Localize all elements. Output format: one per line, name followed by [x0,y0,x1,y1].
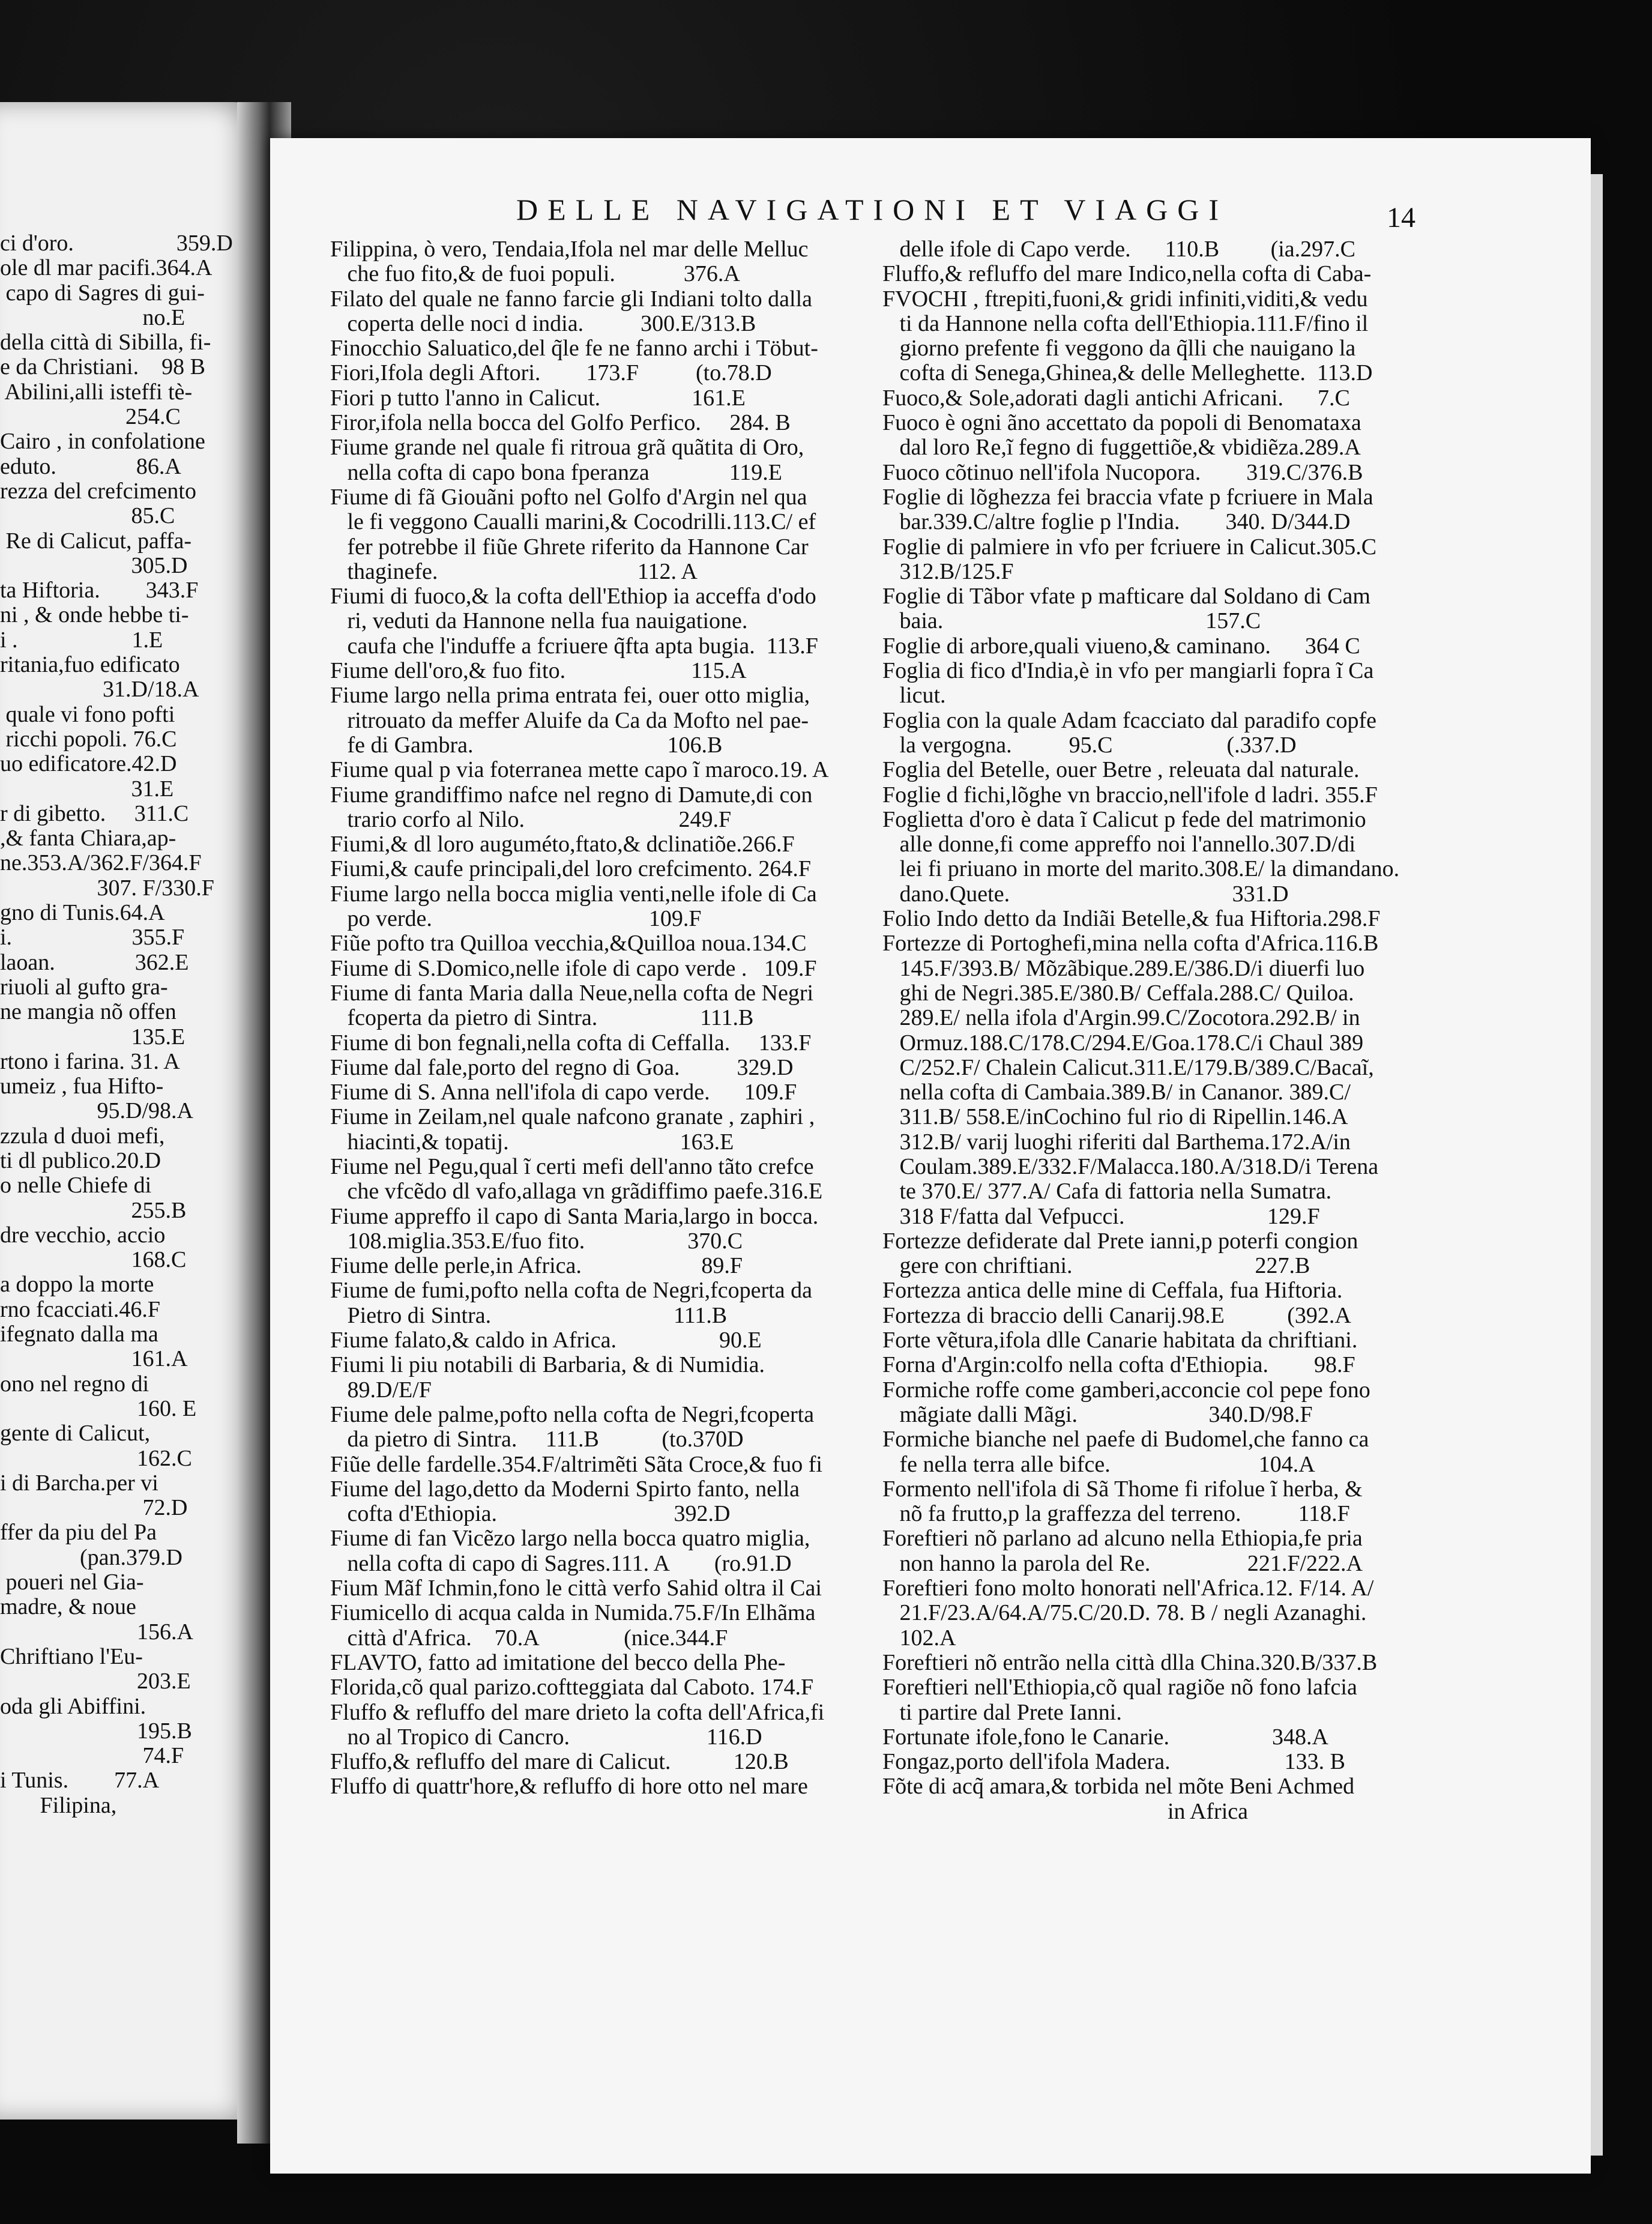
index-entry-line: 318 F/fatta dal Vefpucci. 129.F [882,1204,1320,1229]
page-number: 14 [1387,202,1415,234]
index-entry-line: le fi veggono Caualli marini,& Cocodrilli.113.C/ ef [330,510,816,535]
index-entry-line: Fiume in Zeilam,nel quale nafcono granate , zaphiri , [330,1105,815,1130]
index-entry-line: Fluffo & refluffo del mare drieto la cofta dell'Africa,fi [330,1700,825,1725]
left-page-line: i. 355.F [0,925,185,950]
index-entry-line: Fongaz,porto dell'ifola Madera. 133. B [882,1750,1345,1775]
index-entry-line: che fuo fito,& de fuoi populi. 376.A [330,262,740,287]
index-entry-line: baia. 157.C [882,609,1261,634]
index-entry-line: 21.F/23.A/64.A/75.C/20.D. 78. B / negli Azanaghi. [882,1601,1367,1626]
index-entry-line: Foglia di fico d'India,è in vfo per mangiarli fopra ĩ Ca [882,659,1374,684]
left-page-line: 95.D/98.A [0,1099,193,1124]
index-entry-line: Foreftieri nõ parlano ad alcuno nella Ethiopia,fe pria [882,1526,1363,1552]
left-page-line: gno di Tunis.64.A [0,901,165,926]
index-entry-line: in Africa [882,1799,1249,1824]
index-entry-line: ghi de Negri.385.E/380.B/ Ceffala.288.C/ Quiloa. [882,981,1354,1006]
left-page-line: ta Hiftoria. 343.F [0,578,199,603]
index-entry-line: Fium Mãf Ichmin,fono le città verfo Sahid oltra il Cai [330,1576,822,1601]
index-entry-line: Filippina, ò vero, Tendaia,Ifola nel mar delle Melluc [330,237,809,262]
index-entry-line: 312.B/ varij luoghi riferiti dal Barthema.172.A/in [882,1129,1351,1155]
left-page-line: capo di Sagres di gui- [0,280,205,306]
index-entry-line: Fluffo di quattr'hore,& refluffo di hore otto nel mare [330,1774,808,1799]
index-entry-line: po verde. 109.F [330,907,702,932]
index-entry-line: Fiũe delle fardelle.354.F/altrimẽti Sãta Croce,& fuo fi [330,1452,822,1477]
left-page-line: 307. F/330.F [0,875,214,901]
index-entry-line: Fiume di fanta Maria dalla Neue,nella cofta de Negri [330,981,814,1006]
left-page-line: quale vi fono pofti [0,702,175,727]
index-entry-line: dal loro Re,ĩ fegno di fuggettiõe,& vbidiẽza.289.A [882,435,1361,461]
index-entry-line: Fõte di acq̃ amara,& torbida nel mõte Beni Achmed [882,1774,1355,1799]
index-entry-line: bar.339.C/altre foglie p l'India. 340. D/344.D [882,510,1351,535]
left-page-line: rno fcacciati.46.F [0,1297,160,1322]
left-page-line: ole dl mar pacifi.364.A [0,256,213,281]
index-entry-line: che vfcẽdo dl vafo,allaga vn grãdiffimo paefe.316.E [330,1179,823,1204]
left-page-line: uo edificatore.42.D [0,752,177,777]
index-entry-line: Fiume di S.Domico,nelle ifole di capo verde . 109.F [330,956,817,981]
left-page-line: ritania,fuo edificato [0,653,180,678]
index-entry-line: Forte vẽtura,ifola dlle Canarie habitata da chriftiani. [882,1328,1358,1353]
index-entry-line: Fiumi li piu notabili di Barbaria, & di Numidia. [330,1353,765,1378]
index-entry-line: Fortezza antica delle mine di Ceffala, fua Hiftoria. [882,1278,1343,1304]
index-entry-line: Fortezze di Portoghefi,mina nella cofta d'Africa.116.B [882,931,1379,956]
index-entry-line: non hanno la parola del Re. 221.F/222.A [882,1551,1363,1576]
index-entry-line: fcoperta da pietro di Sintra. 111.B [330,1006,754,1031]
left-page-line: Re di Calicut, paffa- [0,528,192,554]
index-entry-line: Foglie d fichi,lõghe vn braccio,nell'ifole d ladri. 355.F [882,782,1378,808]
left-page-line: poueri nel Gia- [0,1570,144,1595]
left-page-line: ci d'oro. 359.D [0,231,233,256]
left-page-line: ni , & onde hebbe ti- [0,603,189,628]
index-entry-line: fer potrebbe il fiũe Ghrete riferito da Hannone Car [330,534,809,560]
index-entry-line: Fiume di S. Anna nell'ifola di capo verde. 109.F [330,1080,797,1105]
index-entry-line: ti partire dal Prete Ianni. [882,1700,1122,1725]
index-entry-line: Fiori p tutto l'anno in Calicut. 161.E [330,385,746,411]
left-page-line: dre vecchio, accio [0,1222,166,1248]
index-entry-line: Foglie di arbore,quali viueno,& caminano. 364 C [882,633,1360,659]
index-entry-line: Foreftieri nell'Ethiopia,cõ qual ragiõe nõ fono lafcia [882,1675,1357,1700]
left-page-line: Chriftiano l'Eu- [0,1644,143,1669]
left-page-line: Filipina, [0,1793,117,1818]
left-page-line: e da Christiani. 98 B [0,355,205,380]
index-entry-line: Fuoco cõtinuo nell'ifola Nucopora. 319.C/376.B [882,460,1363,485]
page-edge [1591,174,1603,2156]
left-page-line: i di Barcha.per vi [0,1470,158,1496]
index-entry-line: 312.B/125.F [882,559,1014,584]
index-entry-line: Fiume nel Pegu,qual ĩ certi mefi dell'anno tãto crefce [330,1154,814,1179]
left-page-line: gente di Calicut, [0,1421,151,1446]
index-entry-line: nõ fa frutto,p la graffezza del terreno. 118.F [882,1502,1350,1527]
index-entry-line: Formento nell'ifola di Sã Thome fi rifolue ĩ herba, & [882,1476,1363,1502]
index-entry-line: trario corfo al Nilo. 249.F [330,807,732,832]
index-entry-line: Fortezze defiderate dal Prete ianni,p poterfi congion [882,1228,1358,1254]
index-entry-line: delle ifole di Capo verde. 110.B (ia.297.C [882,237,1355,262]
index-entry-line: Finocchio Saluatico,del q̃le fe ne fanno archi i Töbut- [330,336,818,361]
index-entry-line: 145.F/393.B/ Mõzãbique.289.E/386.D/i diuerfi luo [882,956,1365,981]
index-entry-line: nella cofta di capo di Sagres.111. A (ro.91.D [330,1551,792,1576]
index-entry-line: Firor,ifola nella bocca del Golfo Perfico. 284. B [330,411,791,436]
index-entry-line: Fiumi,& caufe principali,del loro crefcimento. 264.F [330,857,811,882]
index-entry-line: Ormuz.188.C/178.C/294.E/Goa.178.C/i Chaul 389 [882,1030,1364,1056]
left-page-line: 74.F [0,1744,184,1769]
index-entry-line: Forna d'Argin:colfo nella cofta d'Ethiopia. 98.F [882,1353,1355,1378]
index-entry-line: Foreftieri fono molto honorati nell'Africa.12. F/14. A/ [882,1576,1374,1601]
left-page-line: 72.D [0,1496,188,1521]
left-page-line: 135.E [0,1024,185,1050]
index-entry-line: ritrouato da meffer Aluife da Ca da Mofto nel pae- [330,708,809,733]
index-entry-line: dano.Quete. 331.D [882,881,1289,907]
left-page-line: 168.C [0,1248,187,1273]
index-entry-line: Fiume qual p via foterranea mette capo ĩ maroco.19. A [330,758,829,783]
index-entry-line: Fuoco,& Sole,adorati dagli antichi Africani. 7.C [882,385,1350,411]
index-entry-line: 102.A [882,1625,956,1651]
index-entry-line: Fiume di bon fegnali,nella cofta di Ceffalla. 133.F [330,1030,812,1056]
left-page-line: ifegnato dalla ma [0,1322,158,1347]
index-entry-line: no al Tropico di Cancro. 116.D [330,1724,762,1750]
index-entry-line: Fiumicello di acqua calda in Numida.75.F/In Elhãma [330,1601,816,1626]
index-entry-line: C/252.F/ Chalein Calicut.311.E/179.B/389.C/Bacaĩ, [882,1055,1374,1080]
index-entry-line: mãgiate dalli Mãgi. 340.D/98.F [882,1402,1313,1427]
left-page-line: Cairo , in confolatione [0,429,205,455]
left-page-line: a doppo la morte [0,1272,154,1298]
left-page-line: zzula d duoi mefi, [0,1123,165,1149]
index-entry-line: te 370.E/ 377.A/ Cafa di fattoria nella Sumatra. [882,1179,1332,1204]
left-page-line: 156.A [0,1619,193,1645]
index-entry-line: Fiumi,& dl loro auguméto,ftato,& dclinatiõe.266.F [330,832,795,857]
left-page [0,102,258,2120]
index-entry-line: Fortezza di braccio delli Canarij.98.E (392.A [882,1303,1351,1328]
index-entry-line: Folio Indo detto da Indiãi Betelle,& fua Hiftoria.298.F [882,907,1381,932]
left-page-line: ti dl publico.20.D [0,1148,161,1173]
index-entry-line: giorno prefente fi veggono da q̃lli che nauigano la [882,336,1356,361]
left-page-line: 254.C [0,405,181,430]
index-entry-line: Florida,cõ qual parizo.coftteggiata dal Caboto. 174.F [330,1675,814,1700]
left-page-line: ,& fanta Chiara,ap- [0,826,176,851]
index-entry-line: Foglia con la quale Adam fcacciato dal paradifo copfe [882,708,1376,733]
left-page-text-fragments [0,231,234,1818]
index-entry-line: nella cofta di capo bona fperanza 119.E [330,460,783,485]
left-page-line: i Tunis. 77.A [0,1768,160,1793]
index-entry-line: Coulam.389.E/332.F/Malacca.180.A/318.D/i Terena [882,1154,1379,1179]
left-page-line: ricchi popoli. 76.C [0,727,177,752]
index-entry-line: lei fi priuano in morte del marito.308.E/ la dimandano. [882,857,1400,882]
index-entry-line: Foglie di palmiere in vfo per fcriuere in Calicut.305.C [882,534,1377,560]
index-entry-line: Fortunate ifole,fono le Canarie. 348.A [882,1724,1328,1750]
index-entry-line: Foglia del Betelle, ouer Betre , releuata dal naturale. [882,758,1360,783]
left-page-line: 161.A [0,1347,188,1372]
left-page-line: Abilini,alli isteffi tè- [0,379,193,405]
index-entry-line: Fiume di fã Giouãni pofto nel Golfo d'Argin nel qua [330,485,807,510]
left-page-line: ffer da piu del Pa [0,1520,157,1546]
index-entry-line: Fiume grande nel quale fi ritroua grã quãtita di Oro, [330,435,804,461]
index-entry-line: licut. [882,683,946,709]
left-page-line: madre, & noue [0,1595,136,1620]
index-entry-line: fe nella terra alle bifce. 104.A [882,1452,1315,1477]
left-page-line: no.E [0,305,185,330]
index-entry-line: Fiume dele palme,pofto nella cofta de Negri,fcoperta [330,1402,815,1427]
left-page-line: rtono i farina. 31. A [0,1049,180,1074]
left-page-line: umeiz , fua Hifto- [0,1074,164,1099]
index-entry-line: Foreftieri nõ entrão nella città dlla China.320.B/337.B [882,1650,1378,1675]
index-column-1 [330,237,858,1799]
index-entry-line: Fuoco è ogni ãno accettato da popoli di Benomataxa [882,411,1361,436]
index-entry-line: ri, veduti da Hannone nella fua nauigatione. [330,609,748,634]
index-entry-line: Fiume dell'oro,& fuo fito. 115.A [330,659,747,684]
index-entry-line: coperta delle noci d india. 300.E/313.B [330,311,756,336]
index-entry-line: hiacinti,& topatij. 163.E [330,1129,734,1155]
index-entry-line: Filato del quale ne fanno farcie gli Indiani tolto dalla [330,286,813,312]
index-entry-line: Foglie di Tãbor vfate p mafticare dal Soldano di Cam [882,584,1370,609]
index-entry-line: Pietro di Sintra. 111.B [330,1303,728,1328]
left-page-line: della città di Sibilla, fi- [0,330,211,355]
index-entry-line: Fluffo,& refluffo del mare di Calicut. 120.B [330,1750,789,1775]
index-entry-line: Fiumi di fuoco,& la cofta dell'Ethiop ia acceffa d'odo [330,584,816,609]
index-entry-line: FVOCHI , ftrepiti,fuoni,& gridi infiniti,viditi,& vedu [882,286,1368,312]
left-page-line: (pan.379.D [0,1545,182,1570]
left-page-line: 255.B [0,1198,187,1223]
left-page-line: o nelle Chiefe di [0,1173,152,1198]
index-entry-line: Fiume largo nella prima entrata fei, ouer otto miglia, [330,683,810,709]
index-entry-line: da pietro di Sintra. 111.B (to.370D [330,1427,744,1452]
index-entry-line: 311.B/ 558.E/inCochino ful rio di Ripellin.146.A [882,1105,1348,1130]
index-entry-line: alle donne,fi come appreffo noi l'annello.307.D/di [882,832,1356,857]
index-entry-line: Fiume appreffo il capo di Santa Maria,largo in bocca. [330,1204,819,1229]
left-page-line: r di gibetto. 311.C [0,801,189,826]
index-entry-line: cofta di Senega,Ghinea,& delle Melleghette. 113.D [882,361,1373,386]
left-page-line: 85.C [0,504,175,529]
left-page-line: ne mangia nõ offen [0,1000,176,1025]
index-entry-line: Fluffo,& refluffo del mare Indico,nella cofta di Caba- [882,262,1372,287]
left-page-line: 162.C [0,1446,192,1471]
index-entry-line: ti da Hannone nella cofta dell'Ethiopia.111.F/fino il [882,311,1369,336]
index-entry-line: Fiume di fan Vicẽzo largo nella bocca quatro miglia, [330,1526,810,1552]
index-entry-line: la vergogna. 95.C (.337.D [882,733,1297,758]
index-entry-line: Fiume largo nella bocca miglia venti,nelle ifole di Ca [330,881,817,907]
index-entry-line: fe di Gambra. 106.B [330,733,723,758]
left-page-line: i . 1.E [0,627,163,653]
left-page-line: laoan. 362.E [0,950,189,975]
left-page-line: 305.D [0,553,188,578]
index-entry-line: 108.miglia.353.E/fuo fito. 370.C [330,1228,743,1254]
left-page-line: oda gli Abiffini. [0,1694,146,1719]
index-entry-line: Formiche bianche nel paefe di Budomel,che fanno ca [882,1427,1369,1452]
index-entry-line: Fiume del lago,detto da Moderni Spirto fanto, nella [330,1476,800,1502]
left-page-line: 203.E [0,1669,191,1694]
index-entry-line: thaginefe. 112. A [330,559,698,584]
index-entry-line: Fiũe pofto tra Quilloa vecchia,&Quilloa noua.134.C [330,931,807,956]
left-page-line: 31.E [0,776,174,802]
index-entry-line: Foglietta d'oro è data ĩ Calicut p fede del matrimonio [882,807,1366,832]
index-entry-line: Formiche roffe come gamberi,acconcie col pepe fono [882,1377,1370,1403]
index-entry-line: 289.E/ nella ifola d'Argin.99.C/Zocotora.292.B/ in [882,1006,1360,1031]
left-page-line: ne.353.A/362.F/364.F [0,851,202,876]
index-entry-line: Fiume de fumi,pofto nella cofta de Negri,fcoperta da [330,1278,812,1304]
index-entry-line: città d'Africa. 70.A (nice.344.F [330,1625,728,1651]
left-page-line: 160. E [0,1396,197,1421]
index-entry-line: FLAVTO, fatto ad imitatione del becco della Phe- [330,1650,786,1675]
index-entry-line: Fiume grandiffimo nafce nel regno di Damute,di con [330,782,813,808]
index-entry-line: Fiori,Ifola degli Aftori. 173.F (to.78.D [330,361,772,386]
running-title: DELLE NAVIGATIONI ET VIAGGI [516,193,1229,226]
index-entry-line: caufa che l'induffe a fcriuere q̃fta apta bugia. 113.F [330,633,818,659]
left-page-line: ono nel regno di [0,1371,149,1397]
left-page-line: rezza del crefcimento [0,479,196,504]
index-entry-line: Fiume dal fale,porto del regno di Goa. 329.D [330,1055,794,1080]
index-entry-line: cofta d'Ethiopia. 392.D [330,1502,731,1527]
index-entry-line: Foglie di lõghezza fei braccia vfate p fcriuere in Mala [882,485,1373,510]
index-entry-line: gere con chriftiani. 227.B [882,1254,1310,1279]
index-entry-line: Fiume falato,& caldo in Africa. 90.E [330,1328,762,1353]
index-column-2 [882,237,1435,1824]
left-page-line: 31.D/18.A [0,677,199,703]
left-page-line: 195.B [0,1718,192,1744]
index-entry-line: Fiume delle perle,in Africa. 89.F [330,1254,743,1279]
index-entry-line: 89.D/E/F [330,1377,432,1403]
left-page-line: eduto. 86.A [0,454,181,479]
index-entry-line: nella cofta di Cambaia.389.B/ in Cananor. 389.C/ [882,1080,1351,1105]
left-page-line: riuoli al gufto gra- [0,975,168,1000]
